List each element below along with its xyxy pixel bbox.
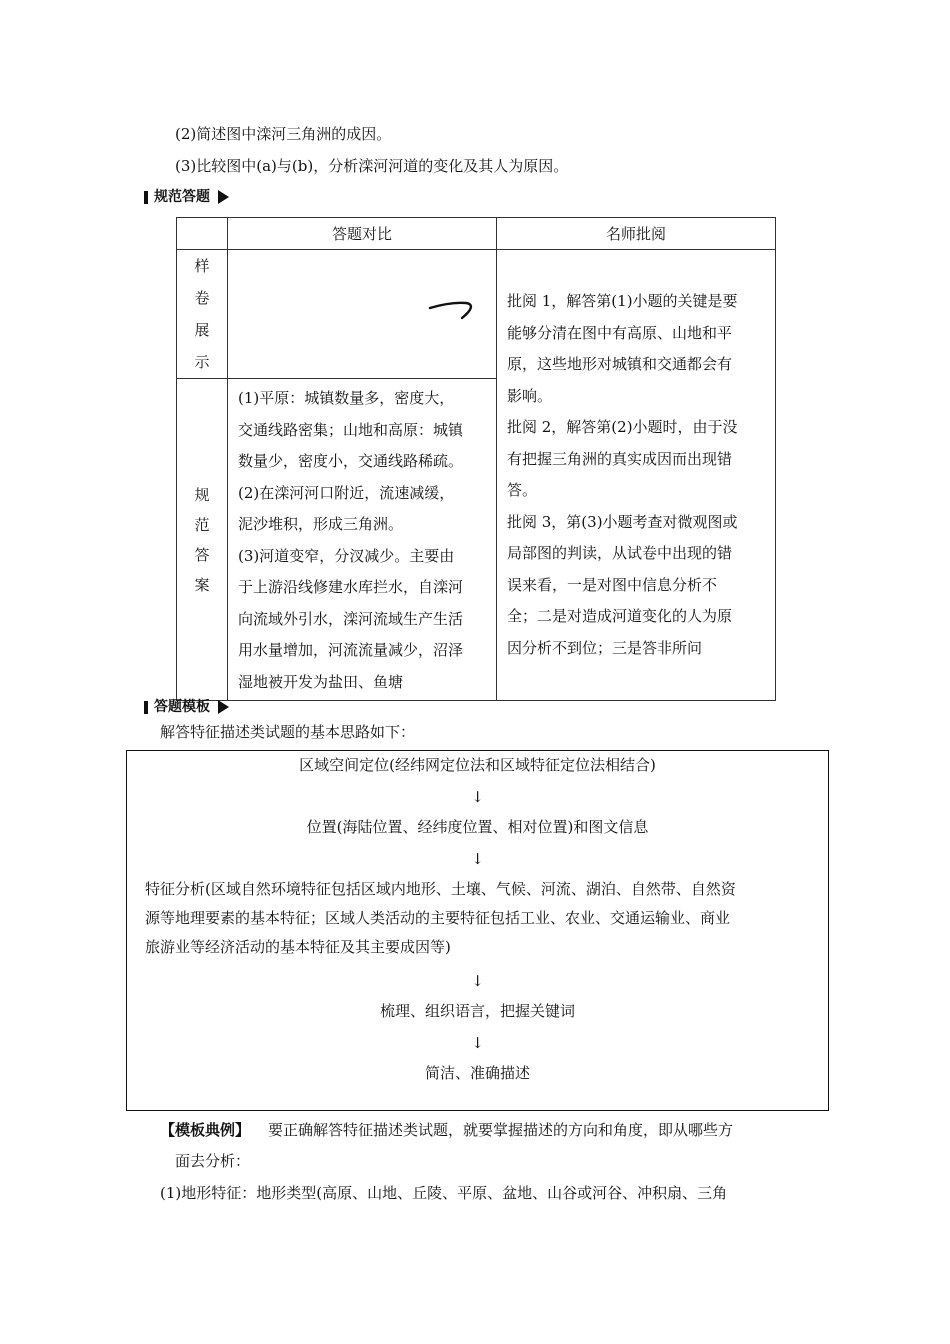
example-text: 要正确解答特征描述类试题，就要掌握描述的方向和角度，即从哪些方: [268, 1121, 734, 1139]
header-compare: 答题对比: [228, 218, 497, 250]
handwriting-scribble: [428, 296, 478, 322]
example-line-1: [160, 1120, 733, 1140]
header-review: 名师批阅: [497, 218, 776, 250]
template-intro: 解答特征描述类试题的基本思路如下：: [160, 723, 416, 741]
section-heading-template: [144, 698, 229, 716]
answer-comparison-table: [176, 217, 776, 701]
section-title: 答题模板: [154, 699, 210, 715]
flow-step-4: 梳理、组织语言，把握关键词: [379, 1002, 575, 1020]
flow-step-5: 简洁、准确描述: [424, 1064, 530, 1082]
question-3: (3)比较图中(a)与(b)，分析滦河河道的变化及其人为原因。: [175, 157, 569, 175]
example-line-3: (1)地形特征：地形类型(高原、山地、丘陵、平原、盆地、山谷或河谷、冲积扇、三角: [160, 1184, 728, 1202]
review-cell: 批阅 1，解答第(1)小题的关键是要 能够分清在图中有高原、山地和平 原，这些地形对城镇和交通都会有 影响。 批阅 2，解答第(2)小题时，由于没 有把握三角洲的真实成因而出现错 答。 批阅 3，第(3)小题考查对微观图或 局部图的判读，从试卷中出现的错 误来看，一是对图中信息分析不 全；二是对造成河道变化的人为原 因分析不到位；三是答非所问: [497, 250, 776, 701]
heading-bar-icon: [144, 191, 148, 204]
flow-step-1: 区域空间定位(经纬网定位法和区域特征定位法相结合): [299, 756, 656, 774]
example-line-2: 面去分析：: [175, 1152, 251, 1170]
section-heading-standard: [144, 188, 229, 206]
arrow-down-icon: ↓: [471, 972, 484, 990]
triangle-right-icon: [218, 190, 229, 204]
arrow-down-icon: ↓: [471, 1034, 484, 1052]
standard-answer-cell: (1)平原：城镇数量多，密度大， 交通线路密集；山地和高原：城镇 数量少，密度小，交通线路稀疏。 (2)在滦河河口附近，流速减缓， 泥沙堆积，形成三角洲。 (3)河道变窄，分汊减少。主要由 于上游沿线修建水库拦水，自滦河 向流域外引水，滦河流域生产生活 用水量增加，河流流量减少，沼泽 湿地被开发为盐田、鱼塘: [228, 379, 497, 701]
section-title: 规范答题: [154, 189, 210, 205]
row-label-standard: 规 范 答 案: [177, 379, 228, 701]
arrow-down-icon: ↓: [471, 850, 484, 868]
heading-bar-icon: [144, 701, 148, 714]
flow-step-3: 特征分析(区域自然环境特征包括区域内地形、土壤、气候、河流、湖泊、自然带、自然资 源等地理要素的基本特征；区域人类活动的主要特征包括工业、农业、交通运输业、商业 旅游业等经济活动的基本特征及其主要成因等): [145, 880, 736, 956]
triangle-right-icon: [218, 700, 229, 714]
example-label: 【模板典例】: [160, 1121, 251, 1139]
question-2: (2)简述图中滦河三角洲的成因。: [175, 125, 392, 143]
header-blank: [177, 218, 228, 250]
flow-chart-box: [126, 750, 829, 1111]
row-label-sample: 样 卷 展 示: [177, 250, 228, 379]
arrow-down-icon: ↓: [471, 788, 484, 806]
flow-step-2: 位置(海陆位置、经纬度位置、相对位置)和图文信息: [306, 818, 649, 836]
